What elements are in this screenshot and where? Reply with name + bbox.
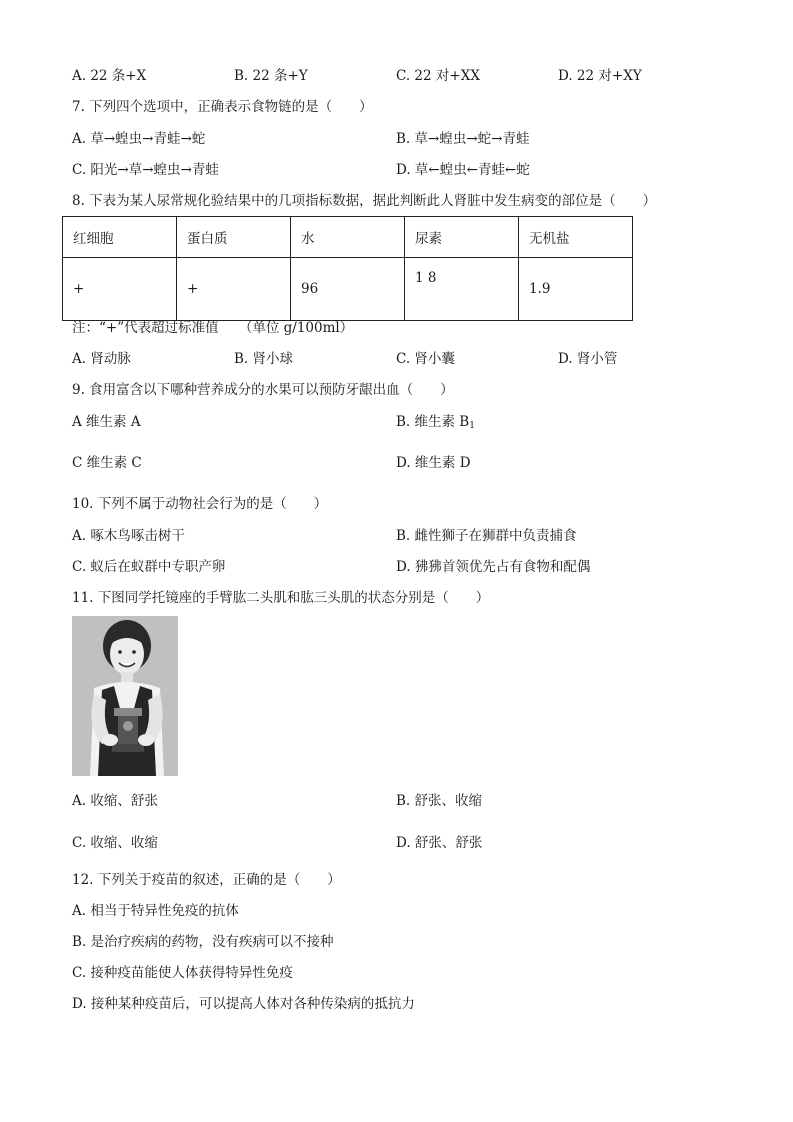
q12-stem: 12. 下列关于疫苗的叙述，正确的是（ ）	[72, 872, 341, 888]
q7-option-c: C. 阳光→草→蝗虫→青蛙	[72, 162, 219, 178]
q6-option-d: D. 22 对+XY	[558, 68, 642, 84]
table-header-cell: 蛋白质	[177, 217, 291, 258]
q8-option-a: A. 肾动脉	[72, 351, 131, 367]
table-cell: 1 8	[405, 258, 519, 321]
q10-option-b: B. 雌性狮子在狮群中负责捕食	[396, 528, 577, 544]
q8-option-b: B. 肾小球	[234, 351, 294, 367]
q12-option-c: C. 接种疫苗能使人体获得特异性免疫	[72, 965, 293, 981]
table-header-cell: 尿素	[405, 217, 519, 258]
q7-option-a: A. 草→蝗虫→青蛙→蛇	[72, 131, 206, 147]
q9-stem: 9. 食用富含以下哪种营养成分的水果可以预防牙龈出血（ ）	[72, 382, 454, 398]
table-cell: 96	[291, 258, 405, 321]
q7-option-d: D. 草←蝗虫←青蛙←蛇	[396, 162, 530, 178]
q8-stem: 8. 下表为某人尿常规化验结果中的几项指标数据，据此判断此人肾脏中发生病变的部位是（ ）	[72, 193, 657, 209]
q10-option-c: C. 蚁后在蚁群中专职产卵	[72, 559, 226, 575]
q9-option-b-subscript: 1	[469, 421, 475, 431]
q11-option-d: D. 舒张、舒张	[396, 835, 483, 851]
girl-holding-microscope-illustration	[72, 616, 178, 776]
q9-option-c: C 维生素 C	[72, 455, 142, 471]
q10-option-a: A. 啄木鸟啄击树干	[72, 528, 185, 544]
q7-option-b: B. 草→蝗虫→蛇→青蛙	[396, 131, 530, 147]
table-row	[63, 258, 633, 321]
q12-option-b: B. 是治疗疾病的药物，没有疾病可以不接种	[72, 934, 334, 950]
q10-option-d: D. 狒狒首领优先占有食物和配偶	[396, 559, 591, 575]
q12-option-d: D. 接种某种疫苗后，可以提高人体对各种传染病的抵抗力	[72, 996, 415, 1012]
q11-option-c: C. 收缩、收缩	[72, 835, 158, 851]
q6-option-a: A. 22 条+X	[72, 68, 147, 84]
table-header-cell: 红细胞	[63, 217, 177, 258]
q9-option-d: D. 维生素 D	[396, 455, 471, 471]
table-cell: +	[63, 258, 177, 321]
q7-stem: 7. 下列四个选项中，正确表示食物链的是（ ）	[72, 99, 373, 115]
table-cell: +	[177, 258, 291, 321]
q6-option-b: B. 22 条+Y	[234, 68, 308, 84]
q8-note: 注：“+”代表超过标准值 （单位 g/100ml）	[72, 320, 354, 336]
q12-option-a: A. 相当于特异性免疫的抗体	[72, 903, 239, 919]
table-header-cell: 水	[291, 217, 405, 258]
table-header-row	[63, 217, 633, 258]
q11-option-b: B. 舒张、收缩	[396, 793, 483, 809]
urine-test-table	[62, 216, 633, 321]
q8-option-d: D. 肾小管	[558, 351, 618, 367]
q9-option-a: A 维生素 A	[72, 414, 141, 430]
student-photo	[72, 616, 178, 776]
q9-option-b	[396, 413, 475, 435]
q6-option-c: C. 22 对+XX	[396, 68, 480, 84]
q11-stem: 11. 下图同学托镜座的手臂肱二头肌和肱三头肌的状态分别是（ ）	[72, 590, 490, 606]
q10-stem: 10. 下列不属于动物社会行为的是（ ）	[72, 496, 328, 512]
table-cell: 1.9	[519, 258, 633, 321]
q9-option-b-text: B. 维生素 B	[396, 414, 470, 430]
q8-option-c: C. 肾小囊	[396, 351, 455, 367]
q11-option-a: A. 收缩、舒张	[72, 793, 158, 809]
table-header-cell: 无机盐	[519, 217, 633, 258]
